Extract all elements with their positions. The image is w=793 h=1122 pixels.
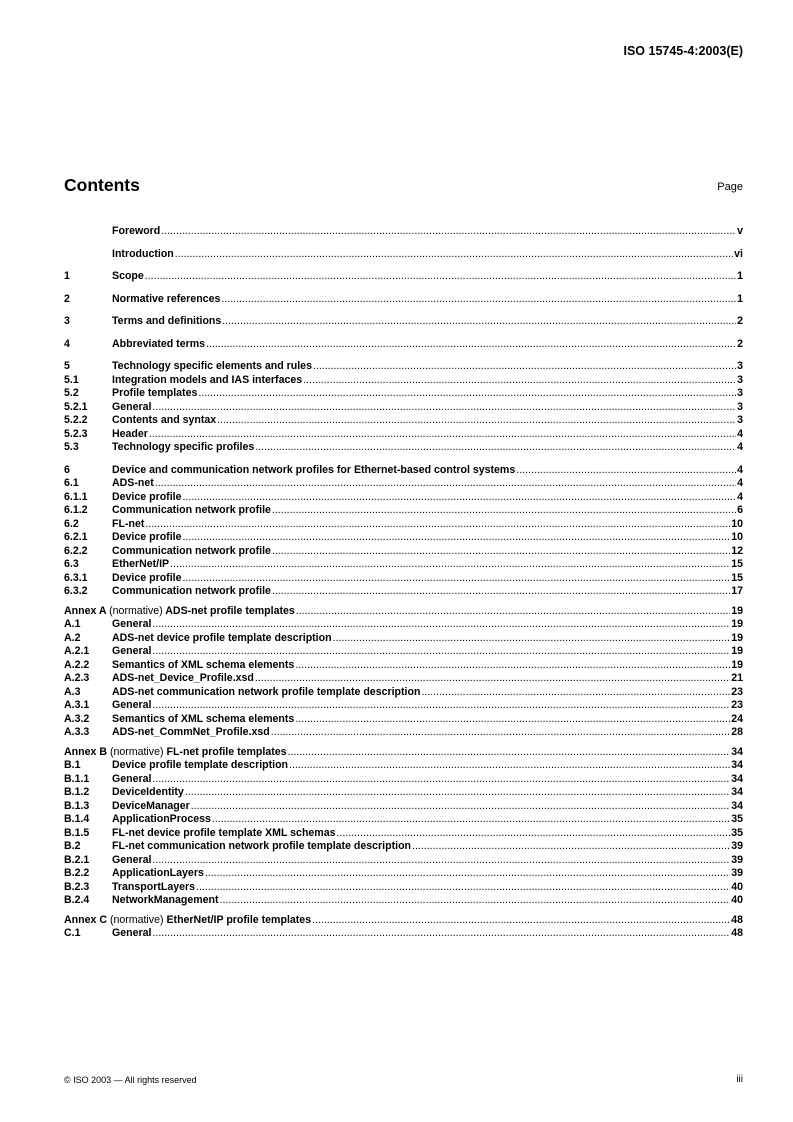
page-column-label: Page	[717, 181, 743, 193]
dot-leader	[196, 881, 730, 895]
dot-leader	[152, 699, 730, 713]
toc-entry-title: Communication network profile	[112, 544, 271, 557]
toc-entry-title: ADS-net_CommNet_Profile.xsd	[112, 726, 270, 738]
toc-entry-page: 24	[731, 712, 743, 725]
toc-entry-title	[64, 914, 311, 928]
dot-leader	[152, 645, 730, 659]
toc-entry-title: FL-net communication network profile template description	[112, 840, 412, 852]
toc-entry-number: 6.1.2	[64, 504, 88, 516]
toc-entry-number: B.1.3	[64, 799, 90, 812]
dot-leader	[272, 545, 730, 559]
dot-leader	[182, 531, 730, 545]
toc-entry-title: Technology specific elements and rules	[112, 360, 312, 372]
toc-entry-title: Device profile	[112, 531, 182, 543]
dot-leader	[421, 686, 730, 700]
toc-entry-title: General	[112, 927, 152, 939]
dot-leader	[295, 659, 730, 673]
toc-entry-number: 3	[64, 315, 70, 327]
toc-entry-title: FL-net device profile template XML schemas	[112, 826, 336, 839]
toc-entry-number: 5.1	[64, 373, 79, 386]
toc-entry[interactable]	[64, 867, 743, 881]
toc-entry-number: B.1	[64, 759, 81, 771]
toc-entry-number: C.1	[64, 927, 81, 939]
toc-entry-title: Scope	[112, 270, 144, 282]
toc-entry-page: 4	[737, 477, 743, 489]
dot-leader	[205, 867, 730, 881]
toc-entry-title: Device profile	[112, 490, 182, 503]
toc-entry-number: B.1.1	[64, 772, 90, 785]
dot-leader	[289, 759, 730, 773]
dot-leader	[152, 927, 730, 941]
toc-entry[interactable]	[64, 428, 743, 442]
toc-entry-page: 19	[731, 604, 743, 617]
toc-entry-page: 28	[731, 726, 743, 738]
toc-entry-title: Device profile template description	[112, 759, 289, 771]
toc-entry-number: A.2	[64, 631, 81, 644]
toc-entry-page: 34	[731, 759, 743, 771]
toc-entry-page: 19	[731, 658, 743, 671]
toc-entry-number: B.2.2	[64, 867, 90, 879]
dot-leader	[206, 338, 736, 352]
dot-leader	[198, 387, 736, 401]
toc-entry[interactable]	[64, 477, 743, 491]
dot-leader	[170, 558, 730, 572]
toc-entry[interactable]	[64, 387, 743, 401]
toc-entry[interactable]	[64, 572, 743, 586]
annex-normative-label: (normative)	[109, 604, 163, 617]
toc-entry-page: 10	[731, 531, 743, 543]
dot-leader	[220, 894, 731, 908]
toc-entry-number: 5.3	[64, 441, 79, 453]
toc-entry-title	[64, 746, 287, 760]
toc-entry-title: Technology specific profiles	[112, 441, 255, 453]
toc-entry[interactable]	[64, 401, 743, 415]
toc-entry[interactable]	[64, 713, 743, 727]
toc-entry-number: A.1	[64, 618, 81, 630]
dot-leader	[152, 401, 736, 415]
toc-entry-title: Contents and syntax	[112, 414, 217, 426]
toc-entry-number: A.2.1	[64, 645, 90, 657]
toc-entry[interactable]	[64, 786, 743, 800]
dot-leader	[312, 914, 730, 928]
annex-label: Annex C	[64, 913, 107, 926]
dot-leader	[185, 786, 730, 800]
toc-entry-page: 15	[731, 558, 743, 570]
toc-entry-number: 4	[64, 337, 70, 350]
toc-entry[interactable]	[64, 531, 743, 545]
toc-entry[interactable]	[64, 414, 743, 428]
toc-entry-number: B.2	[64, 840, 81, 852]
toc-entry-title: ADS-net_Device_Profile.xsd	[112, 672, 254, 684]
toc-entry-number: 5.2.2	[64, 414, 88, 426]
toc-entry-page: 39	[731, 853, 743, 866]
toc-entry[interactable]	[64, 659, 743, 673]
toc-entry-number: B.1.4	[64, 813, 90, 825]
toc-entry[interactable]	[64, 645, 743, 659]
toc-entry-title: General	[112, 772, 152, 785]
toc-entry-number: B.2.1	[64, 853, 90, 866]
toc-entry-number: 6.2.2	[64, 544, 88, 557]
dot-leader	[222, 315, 736, 329]
toc-entry-number: A.2.2	[64, 658, 90, 671]
copyright-notice: © ISO 2003 — All rights reserved	[64, 1075, 197, 1085]
toc-entry-title	[64, 605, 295, 619]
toc-entry-page: 34	[731, 745, 743, 758]
toc-entry[interactable]	[64, 558, 743, 572]
toc-entry-page: 3	[737, 373, 743, 386]
toc-entry-number: B.2.4	[64, 894, 90, 906]
dot-leader	[149, 428, 736, 442]
toc-entry-number: 5	[64, 360, 70, 372]
toc-entry[interactable]	[64, 491, 743, 505]
toc-entry-number: B.1.2	[64, 786, 90, 798]
toc-entry-number: A.3.1	[64, 699, 90, 711]
toc-entry-title: Integration models and IAS interfaces	[112, 373, 303, 386]
document-id: ISO 15745-4:2003(E)	[623, 44, 743, 58]
toc-entry-title: DeviceManager	[112, 799, 190, 812]
toc-entry[interactable]	[64, 914, 743, 928]
dot-leader	[255, 441, 736, 455]
toc-entry-page: 4	[737, 441, 743, 453]
toc-entry-title: Terms and definitions	[112, 315, 222, 327]
toc-entry[interactable]	[64, 632, 743, 646]
dot-leader	[271, 726, 730, 740]
toc-entry[interactable]	[64, 894, 743, 908]
toc-entry-number: B.1.5	[64, 826, 90, 839]
toc-entry[interactable]	[64, 927, 743, 941]
toc-entry-page: 34	[731, 786, 743, 798]
annex-title: ADS-net profile templates	[165, 604, 295, 617]
toc-entry[interactable]	[64, 270, 743, 284]
toc-entry[interactable]	[64, 699, 743, 713]
toc-entry-page: 48	[731, 913, 743, 926]
toc-entry-title: ADS-net communication network profile template description	[112, 685, 421, 698]
toc-entry-title: General	[112, 699, 152, 711]
toc-entry-page: 4	[737, 463, 743, 476]
toc-entry[interactable]	[64, 605, 743, 619]
dot-leader	[217, 414, 736, 428]
toc-entry[interactable]	[64, 618, 743, 632]
toc-entry-page: 34	[731, 799, 743, 812]
toc-entry-title: DeviceIdentity	[112, 786, 184, 798]
table-of-contents	[64, 225, 743, 941]
toc-entry-number: A.3.2	[64, 712, 90, 725]
toc-entry-number: B.2.3	[64, 880, 90, 893]
toc-entry-page: 3	[737, 414, 743, 426]
dot-leader	[288, 746, 731, 760]
toc-entry[interactable]	[64, 225, 743, 239]
toc-entry[interactable]	[64, 360, 743, 374]
toc-entry-page: 23	[731, 699, 743, 711]
annex-title: FL-net profile templates	[166, 745, 287, 758]
toc-entry-title: FL-net	[112, 517, 145, 530]
toc-entry-page: 3	[737, 387, 743, 399]
toc-entry-page: 15	[731, 571, 743, 584]
toc-entry-page: 19	[731, 645, 743, 657]
toc-entry-page: 12	[731, 544, 743, 557]
dot-leader	[412, 840, 730, 854]
toc-entry[interactable]	[64, 338, 743, 352]
toc-entry[interactable]	[64, 293, 743, 307]
toc-entry-page: 39	[731, 840, 743, 852]
toc-entry-title: Communication network profile	[112, 504, 271, 516]
annex-label: Annex B	[64, 745, 107, 758]
toc-entry[interactable]	[64, 545, 743, 559]
toc-entry-number: 6.3.2	[64, 585, 88, 597]
annex-normative-label: (normative)	[109, 745, 164, 758]
toc-entry[interactable]	[64, 773, 743, 787]
dot-leader	[337, 827, 731, 841]
toc-entry-title: Communication network profile	[112, 585, 271, 597]
annex-title: EtherNet/IP profile templates	[166, 913, 312, 926]
toc-entry-title: ADS-net	[112, 477, 154, 489]
toc-entry-page: 39	[731, 867, 743, 879]
toc-entry-title: TransportLayers	[112, 880, 196, 893]
toc-entry-number: 1	[64, 270, 70, 282]
toc-entry-page: v	[737, 225, 743, 237]
toc-entry-title: Semantics of XML schema elements	[112, 658, 295, 671]
dot-leader	[145, 518, 730, 532]
dot-leader	[152, 854, 730, 868]
toc-entry[interactable]	[64, 374, 743, 388]
toc-entry-number: 5.2.1	[64, 400, 88, 413]
page-number: iii	[736, 1074, 743, 1085]
dot-leader	[152, 618, 730, 632]
toc-entry[interactable]	[64, 881, 743, 895]
dot-leader	[182, 572, 730, 586]
annex-label: Annex A	[64, 604, 107, 617]
toc-entry-page: 40	[731, 880, 743, 893]
toc-entry-title: Introduction	[112, 247, 174, 260]
toc-entry-page: 6	[737, 504, 743, 516]
toc-entry-page: 4	[737, 427, 743, 440]
dot-leader	[175, 248, 733, 262]
toc-entry-page: 3	[737, 400, 743, 413]
toc-entry-page: 19	[731, 631, 743, 644]
toc-entry-number: A.3	[64, 685, 81, 698]
toc-entry-number: 6.2	[64, 517, 79, 530]
toc-entry[interactable]	[64, 854, 743, 868]
toc-entry-page: 10	[731, 517, 743, 530]
toc-entry-title: General	[112, 853, 152, 866]
toc-entry-number: 6.1.1	[64, 490, 88, 503]
toc-entry-title: Abbreviated terms	[112, 337, 206, 350]
toc-entry[interactable]	[64, 504, 743, 518]
dot-leader	[295, 713, 730, 727]
dot-leader	[212, 813, 730, 827]
dot-leader	[255, 672, 730, 686]
toc-entry-title: EtherNet/IP	[112, 558, 170, 570]
toc-entry-page: 1	[737, 270, 743, 282]
toc-entry[interactable]	[64, 840, 743, 854]
toc-entry-page: 2	[737, 337, 743, 350]
contents-heading: Contents	[64, 175, 140, 195]
toc-entry-number: 6.1	[64, 477, 79, 489]
toc-entry-page: 1	[737, 292, 743, 305]
dot-leader	[296, 605, 730, 619]
toc-entry-number: 6.2.1	[64, 531, 88, 543]
toc-entry-number: 5.2.3	[64, 427, 88, 440]
toc-entry-title: Device profile	[112, 571, 182, 584]
toc-entry[interactable]	[64, 686, 743, 700]
toc-entry-page: 3	[737, 360, 743, 372]
dot-leader	[272, 504, 736, 518]
toc-entry-title: NetworkManagement	[112, 894, 219, 906]
toc-entry[interactable]	[64, 464, 743, 478]
toc-entry-page: 17	[731, 585, 743, 597]
toc-entry[interactable]	[64, 441, 743, 455]
toc-entry-title: ApplicationProcess	[112, 813, 211, 825]
toc-entry[interactable]	[64, 726, 743, 740]
toc-entry-title: Profile templates	[112, 387, 198, 399]
toc-entry-title: Header	[112, 427, 148, 440]
toc-entry-page: 23	[731, 685, 743, 698]
dot-leader	[182, 491, 736, 505]
toc-entry-page: 19	[731, 618, 743, 630]
toc-entry[interactable]	[64, 672, 743, 686]
toc-entry-title: General	[112, 645, 152, 657]
dot-leader	[221, 293, 736, 307]
dot-leader	[272, 585, 730, 599]
toc-entry-number: 2	[64, 292, 70, 305]
toc-entry[interactable]	[64, 813, 743, 827]
toc-entry-page: 2	[737, 315, 743, 327]
dot-leader	[333, 632, 731, 646]
toc-entry-title: General	[112, 400, 152, 413]
toc-entry-title: ADS-net device profile template description	[112, 631, 332, 644]
toc-entry[interactable]	[64, 800, 743, 814]
toc-entry-number: 6.3.1	[64, 571, 88, 584]
toc-entry-page: 21	[731, 672, 743, 684]
toc-entry[interactable]	[64, 585, 743, 599]
toc-entry-number: A.2.3	[64, 672, 90, 684]
dot-leader	[161, 225, 736, 239]
annex-normative-label: (normative)	[109, 913, 164, 926]
dot-leader	[303, 374, 736, 388]
toc-entry-number: 5.2	[64, 387, 79, 399]
toc-entry-page: 35	[731, 826, 743, 839]
dot-leader	[191, 800, 730, 814]
toc-entry-title: General	[112, 618, 152, 630]
toc-entry-title: Semantics of XML schema elements	[112, 712, 295, 725]
dot-leader	[145, 270, 736, 284]
dot-leader	[516, 464, 736, 478]
dot-leader	[313, 360, 736, 374]
toc-entry-page: 34	[731, 772, 743, 785]
dot-leader	[152, 773, 730, 787]
toc-entry-page: 35	[731, 813, 743, 825]
toc-entry-title: Normative references	[112, 292, 221, 305]
dot-leader	[155, 477, 736, 491]
toc-entry[interactable]	[64, 827, 743, 841]
toc-entry-number: 6	[64, 463, 70, 476]
toc-entry[interactable]	[64, 759, 743, 773]
toc-entry-title: Foreword	[112, 225, 161, 237]
toc-entry-page: 4	[737, 490, 743, 503]
toc-entry-title: Device and communication network profiles for Ethernet-based control systems	[112, 463, 516, 476]
toc-entry-number: 6.3	[64, 558, 79, 570]
toc-entry[interactable]	[64, 518, 743, 532]
toc-entry-page: vi	[734, 247, 743, 260]
toc-entry-page: 40	[731, 894, 743, 906]
toc-entry[interactable]	[64, 315, 743, 329]
toc-entry[interactable]	[64, 746, 743, 760]
toc-entry-title: ApplicationLayers	[112, 867, 204, 879]
toc-entry[interactable]	[64, 248, 743, 262]
toc-entry-page: 48	[731, 927, 743, 939]
toc-entry-number: A.3.3	[64, 726, 90, 738]
